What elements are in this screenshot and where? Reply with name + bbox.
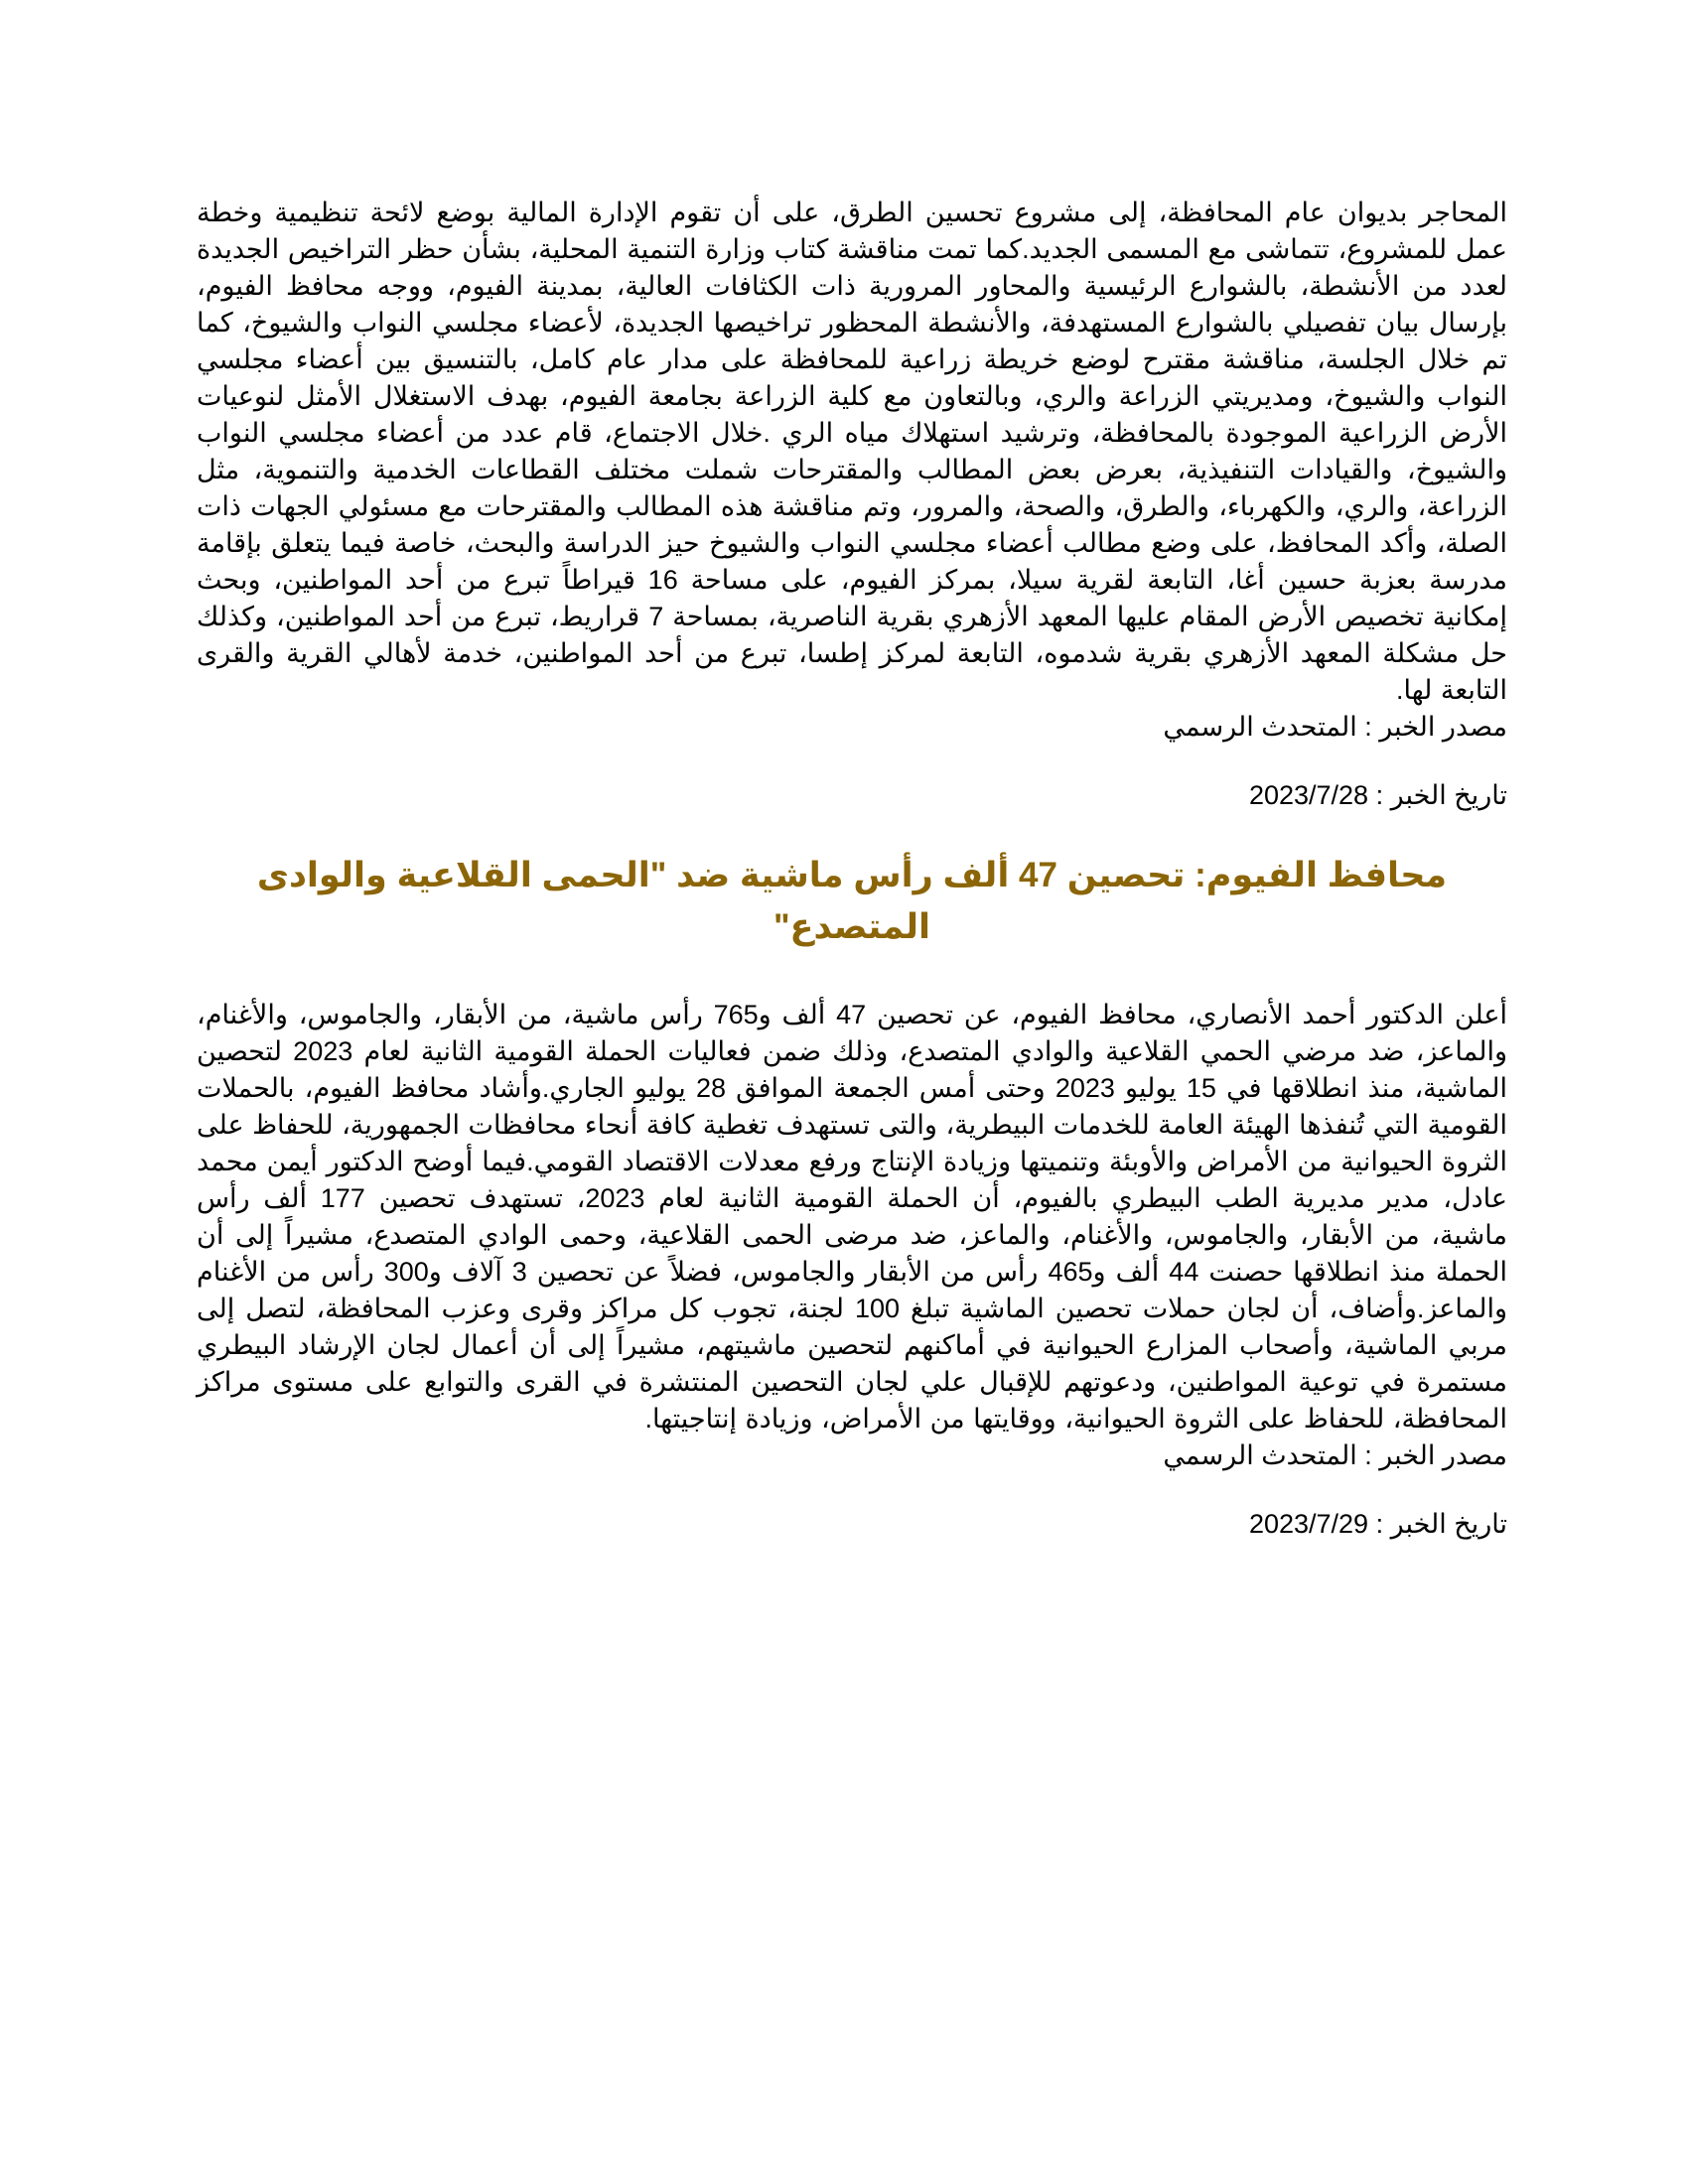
article-1-body: المحاجر بديوان عام المحافظة، إلى مشروع تحسين الطرق، على أن تقوم الإدارة المالية بوضع لائحة تنظيمية وخطة عمل للمشروع، تتماشى مع المسمى الجديد.كما تمت مناقشة كتاب وزارة التنمية المحلية، بشأن حظر التراخيص الجديدة لعدد من الأنشطة، بالشوارع الرئيسية والمحاور المرورية ذات الكثافات العالية، بمدينة الفيوم، ووجه محافظ الفيوم، بإرسال بيان تفصيلي بالشوارع المستهدفة، والأنشطة المحظور تراخيصها الجديدة، لأعضاء مجلسي النواب والشيوخ، كما تم خلال الجلسة، مناقشة مقترح لوضع خريطة زراعية للمحافظة على مدار عام كامل، بالتنسيق بين أعضاء مجلسي النواب والشيوخ، ومديريتي الزراعة والري، وبالتعاون مع كلية الزراعة بجامعة الفيوم، بهدف الاستغلال الأمثل لنوعيات الأرض الزراعية الموجودة بالمحافظة، وترشيد استهلاك مياه الري .خلال الاجتماع، قام عدد من أعضاء مجلسي النواب والشيوخ، والقيادات التنفيذية، بعرض بعض المطالب والمقترحات شملت مختلف القطاعات الخدمية والتنموية، مثل الزراعة، والري، والكهرباء، والطرق، والصحة، والمرور، وتم مناقشة هذه المطالب والمقترحات مع مسئولي الجهات ذات الصلة، وأكد المحافظ، على وضع مطالب أعضاء مجلسي النواب والشيوخ حيز الدراسة والبحث، خاصة فيما يتعلق بإقامة مدرسة بعزبة حسين أغا، التابعة لقرية سيلا، بمركز الفيوم، على مساحة 16 قيراطاً تبرع من أحد المواطنين، وبحث إمكانية تخصيص الأرض المقام عليها المعهد الأزهري بقرية الناصرية، بمساحة 7 قراريط، تبرع من أحد المواطنين، وكذلك حل مشكلة المعهد الأزهري بقرية شدموه، التابعة لمركز إطسا، تبرع من أحد المواطنين، خدمة لأهالي القرية والقرى التابعة لها.	[197, 198, 1508, 705]
article-1-date: تاريخ الخبر : 2023/7/28	[1248, 780, 1507, 810]
article-2	[197, 850, 1507, 1543]
article-2-date: تاريخ الخبر : 2023/7/29	[1248, 1509, 1507, 1539]
article-1	[197, 195, 1507, 814]
document-page	[197, 195, 1507, 1543]
article-2-body: أعلن الدكتور أحمد الأنصاري، محافظ الفيوم، عن تحصين 47 ألف و765 رأس ماشية، من الأبقار، والجاموس، والأغنام، والماعز، ضد مرضي الحمي القلاعية والوادي المتصدع، وذلك ضمن فعاليات الحملة القومية الثانية لعام 2023 لتحصين الماشية، منذ انطلاقها في 15 يوليو 2023 وحتى أمس الجمعة الموافق 28 يوليو الجاري.وأشاد محافظ الفيوم، بالحملات القومية التي تُنفذها الهيئة العامة للخدمات البيطرية، والتى تستهدف تغطية كافة أنحاء محافظات الجمهورية، للحفاظ على الثروة الحيوانية من الأمراض والأوبئة وتنميتها وزيادة الإنتاج ورفع معدلات الاقتصاد القومي.فيما أوضح الدكتور أيمن محمد عادل، مدير مديرية الطب البيطري بالفيوم، أن الحملة القومية الثانية لعام 2023، تستهدف تحصين 177 ألف رأس ماشية، من الأبقار، والجاموس، والأغنام، والماعز، ضد مرضى الحمى القلاعية، وحمى الوادي المتصدع، مشيراً إلى أن الحملة منذ انطلاقها حصنت 44 ألف و465 رأس من الأبقار والجاموس، فضلاً عن تحصين 3 آلاف و300 رأس من الأغنام والماعز.وأضاف، أن لجان حملات تحصين الماشية تبلغ 100 لجنة، تجوب كل مراكز وقرى وعزب المحافظة، لتصل إلى مربي الماشية، وأصحاب المزارع الحيوانية في أماكنهم لتحصين ماشيتهم، مشيراً إلى أن أعمال لجان الإرشاد البيطري مستمرة في توعية المواطنين، ودعوتهم للإقبال علي لجان التحصين المنتشرة في القرى والتوابع على مستوى مراكز المحافظة، للحفاظ على الثروة الحيوانية، ووقايتها من الأمراض، وزيادة إنتاجيتها.	[197, 1000, 1508, 1433]
article-2-source: مصدر الخبر : المتحدث الرسمي	[1163, 1440, 1507, 1470]
article-2-headline: محافظ الفيوم: تحصين 47 ألف رأس ماشية ضد "الحمى القلاعية والوادى المتصدع"	[256, 856, 1448, 946]
article-1-source: مصدر الخبر : المتحدث الرسمي	[1163, 712, 1507, 742]
